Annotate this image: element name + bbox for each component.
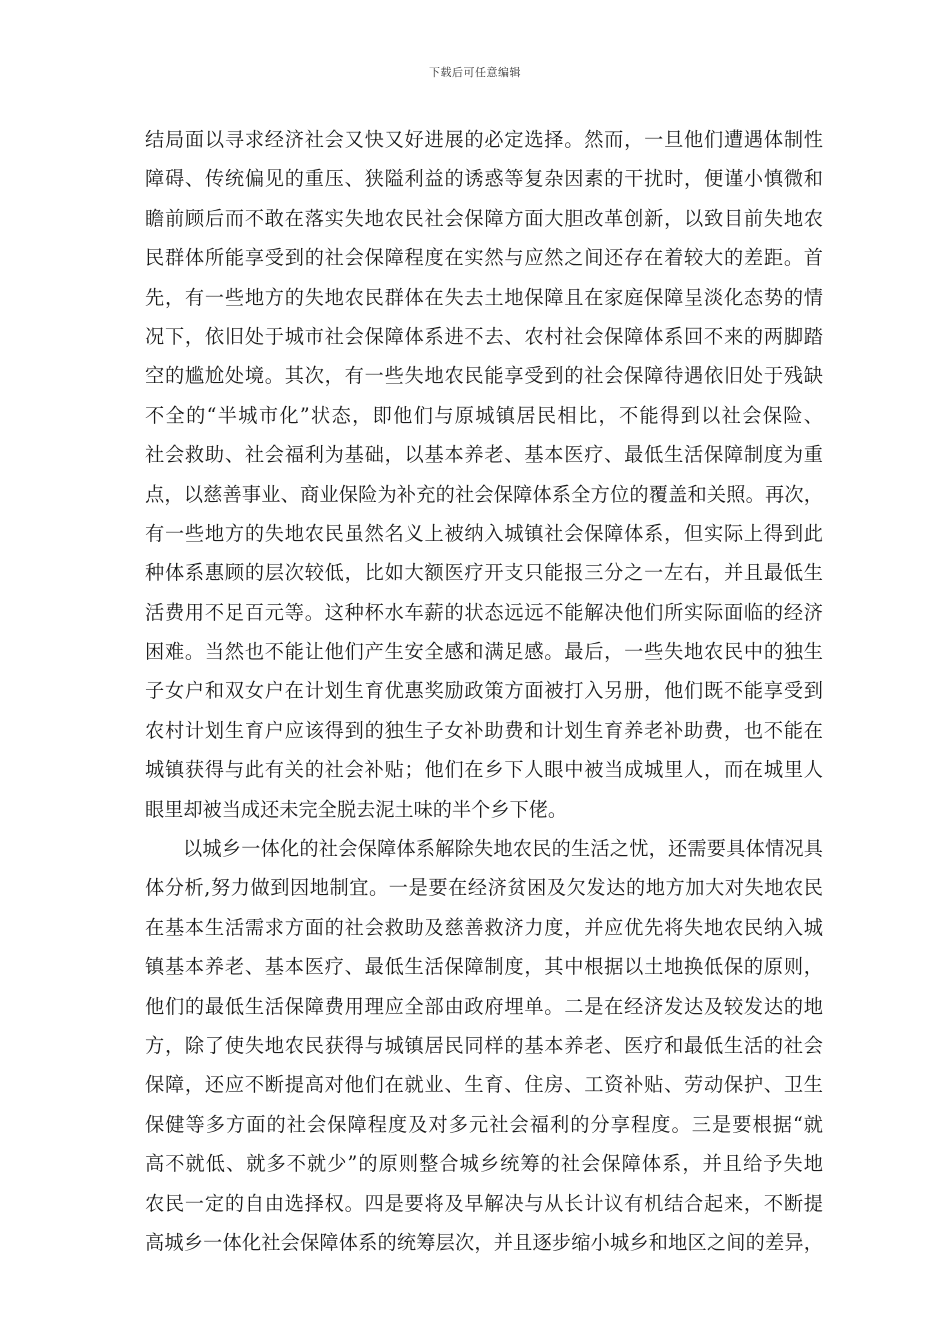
paragraph-2-line: 他们的最低生活保障费用理应全部由政府埋单。二是在经济发达及较发达的地 (145, 994, 823, 1018)
paragraph-2-line: 方，除了使失地农民获得与城镇居民同样的基本养老、医疗和最低生活的社会 (145, 1033, 823, 1057)
paragraph-1-line: 先，有一些地方的失地农民群体在失去土地保障且在家庭保障呈淡化态势的情 (145, 285, 823, 309)
paragraph-1-line: 障碍、传统偏见的重压、狭隘利益的诱惑等复杂因素的干扰时，便谨小慎微和 (145, 167, 823, 191)
paragraph-1-line: 瞻前顾后而不敢在落实失地农民社会保障方面大胆改革创新，以致目前失地农 (145, 206, 823, 230)
paragraph-1-line: 结局面以寻求经济社会又快又好进展的必定选择。然而，一旦他们遭遇体制性 (145, 128, 823, 151)
paragraph-2-line: 在基本生活需求方面的社会救助及慈善救济力度，并应优先将失地农民纳入城 (145, 915, 823, 939)
paragraph-2-line: 以城乡一体化的社会保障体系解除失地农民的生活之忧，还需要具体情况具 (183, 837, 823, 861)
paragraph-1-line: 不全的“半城市化”状态，即他们与原城镇居民相比，不能得到以社会保险、 (145, 403, 823, 427)
paragraph-1-line: 点，以慈善事业、商业保险为补充的社会保障体系全方位的覆盖和关照。再次， (145, 482, 823, 506)
paragraph-2-line: 高城乡一体化社会保障体系的统筹层次，并且逐步缩小城乡和地区之间的差异， (145, 1230, 823, 1254)
paragraph-1-line: 子女户和双女户在计划生育优惠奖励政策方面被打入另册，他们既不能享受到 (145, 679, 823, 703)
paragraph-1-line: 空的尴尬处境。其次，有一些失地农民能享受到的社会保障待遇依旧处于残缺 (145, 364, 823, 388)
paragraph-2-line: 保健等多方面的社会保障程度及对多元社会福利的分享程度。三是要根据“就 (145, 1112, 823, 1136)
paragraph-2-line: 体分析,努力做到因地制宜。一是要在经济贫困及欠发达的地方加大对失地农民 (145, 876, 823, 900)
paragraph-1-line: 活费用不足百元等。这种杯水车薪的状态远远不能解决他们所实际面临的经济 (145, 600, 823, 624)
paragraph-1-line: 况下，依旧处于城市社会保障体系进不去、农村社会保障体系回不来的两脚踏 (145, 324, 823, 348)
paragraph-2-line: 保障，还应不断提高对他们在就业、生育、住房、工资补贴、劳动保护、卫生 (145, 1073, 823, 1097)
document-body (145, 120, 823, 1262)
paragraph-2-line: 镇基本养老、基本医疗、最低生活保障制度，其中根据以土地换低保的原则， (145, 955, 823, 979)
page-header: 下载后可任意编辑 (429, 66, 521, 79)
paragraph-1-line: 社会救助、社会福利为基础，以基本养老、基本医疗、最低生活保障制度为重 (145, 443, 823, 467)
paragraph-1-line: 民群体所能享受到的社会保障程度在实然与应然之间还存在着较大的差距。首 (145, 246, 823, 270)
paragraph-2-line: 高不就低、就多不就少”的原则整合城乡统筹的社会保障体系，并且给予失地 (145, 1152, 823, 1176)
paragraph-1-line: 种体系惠顾的层次较低，比如大额医疗开支只能报三分之一左右，并且最低生 (145, 561, 823, 585)
paragraph-1-line: 眼里却被当成还未完全脱去泥土味的半个乡下佬。 (145, 797, 568, 821)
paragraph-1-line: 农村计划生育户应该得到的独生子女补助费和计划生育养老补助费，也不能在 (145, 718, 823, 742)
paragraph-2-line: 农民一定的自由选择权。四是要将及早解决与从长计议有机结合起来，不断提 (145, 1191, 823, 1215)
paragraph-1-line: 有一些地方的失地农民虽然名义上被纳入城镇社会保障体系，但实际上得到此 (145, 521, 823, 545)
paragraph-1-line: 城镇获得与此有关的社会补贴；他们在乡下人眼中被当成城里人，而在城里人 (145, 758, 823, 782)
paragraph-1-line: 困难。当然也不能让他们产生安全感和满足感。最后，一些失地农民中的独生 (145, 640, 823, 664)
